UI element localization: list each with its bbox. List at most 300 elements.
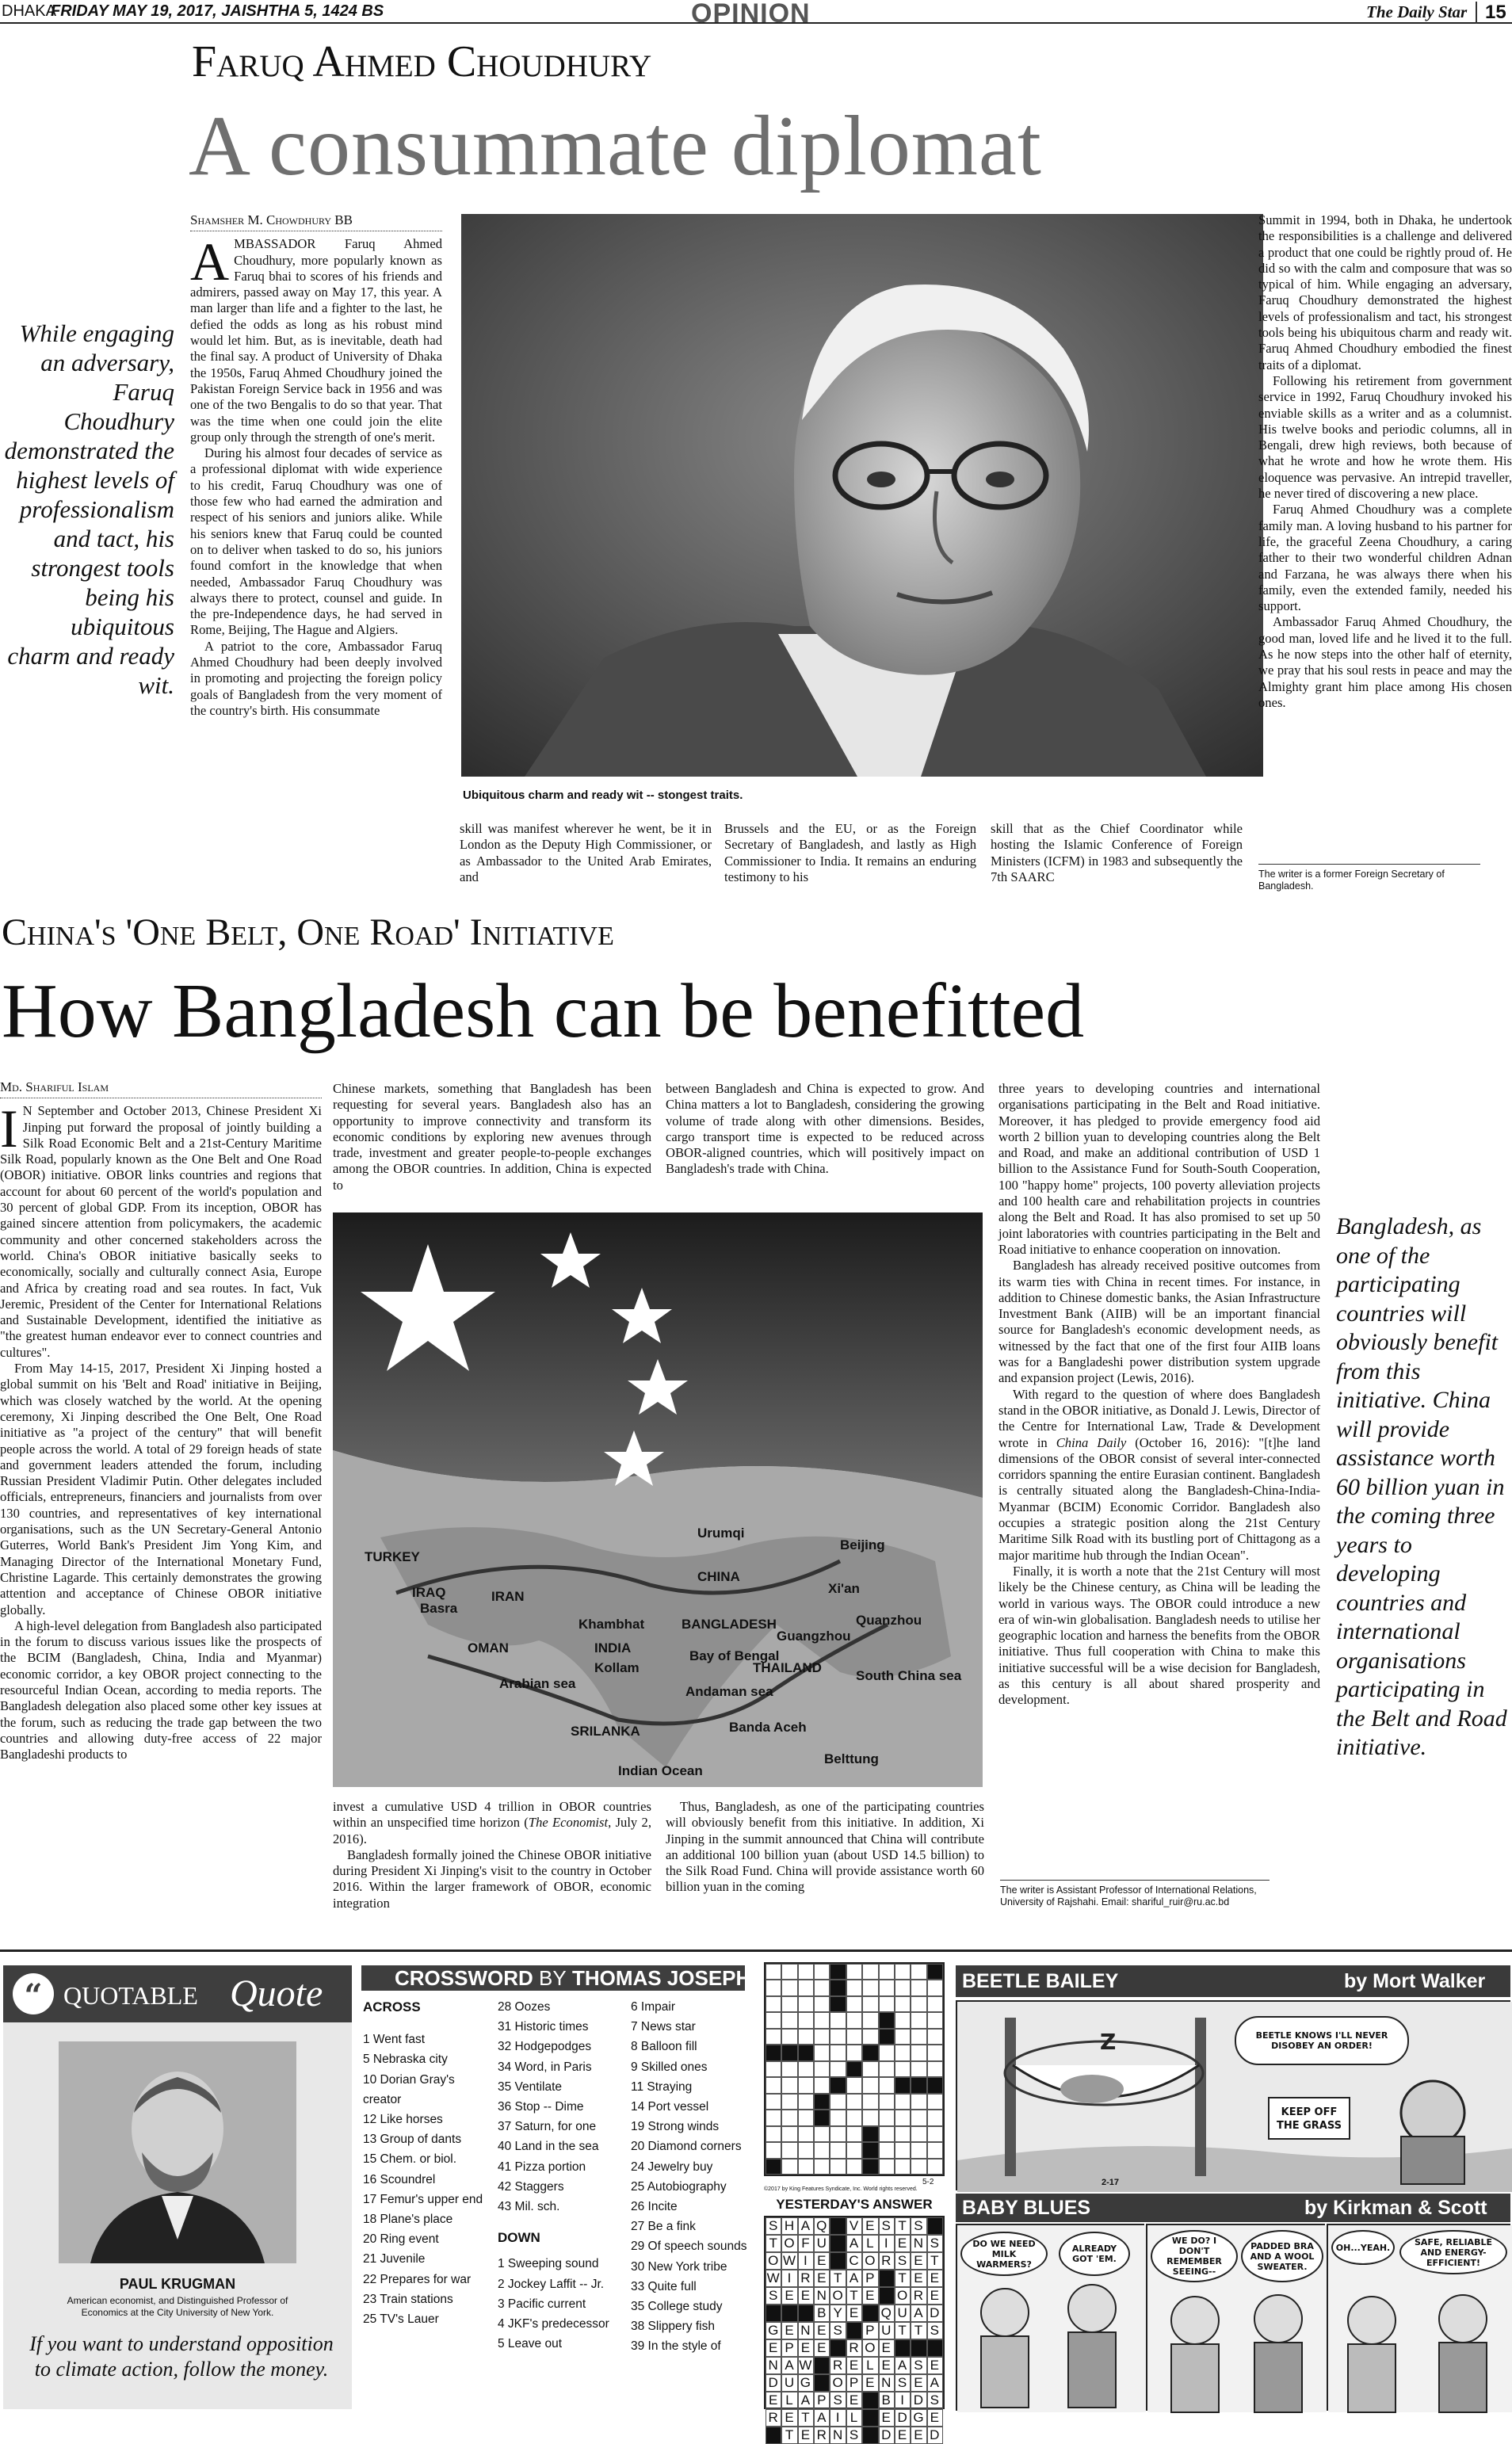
answer-cell: T [766,2235,781,2252]
answer-cell: F [798,2235,814,2252]
answer-cell: N [798,2322,814,2339]
article2-col1-p3: A high-level delegation from Bangladesh also participated in the forum to discuss various issues like the prospects of the BCIM (Bangladesh, China, India and Myanmar) economic corridor, a key OBOR project connecting to the resourceful Indian Ocean, according to media reports. The Bangladesh delegation also placed some other key issues at the forum, such as reducing the trade gap between the two countries and allowing duty-free access of 22 major Bangladeshi products to [0,1617,322,1762]
baby-bubble-1: DO WE NEED MILK WARMERS? [960,2232,1048,2276]
answer-cell: A [781,2357,797,2374]
grid-cell[interactable] [846,2012,862,2028]
grid-cell[interactable] [814,1964,830,1980]
answer-cell: E [879,2339,895,2357]
grid-cell[interactable] [814,2159,830,2175]
grid-cell[interactable] [879,2045,895,2060]
grid-cell[interactable] [781,2012,797,2028]
masthead [0,0,1512,29]
clue: 1 Sweeping sound [498,2257,599,2271]
grid-cell[interactable] [862,2012,878,2028]
answer-cell: D [879,2427,895,2444]
grid-copyright: ©2017 by King Features Syndicate, Inc. World rights reserved. [764,2186,918,2192]
answer-cell: O [862,2252,878,2270]
answer-cell: U [879,2322,895,2339]
grid-cell[interactable] [814,2126,830,2142]
across-clues-col1 [363,1997,490,2329]
crossword [361,1965,751,2409]
grid-cell[interactable] [781,2045,797,2060]
grid-cell[interactable] [846,2094,862,2110]
article2-col1 [0,1079,322,1918]
answer-cell: A [846,2270,862,2287]
grid-cell[interactable] [814,2045,830,2060]
grid-cell[interactable] [798,2094,814,2110]
answer-cell: I [781,2270,797,2287]
answer-cell: R [911,2287,926,2305]
grid-cell[interactable] [895,2061,911,2077]
grid-cell[interactable] [830,1980,846,1995]
clue: 4 JKF's predecessor [498,2317,609,2331]
answer-cell: S [879,2217,895,2235]
answer-cell: E [927,2270,943,2287]
grid-cell[interactable] [927,1980,943,1995]
answer-cell: U [814,2235,830,2252]
clue: 28 Oozes [498,2000,551,2014]
article1-col5-p4: Ambassador Faruq Ahmed Choudhury, the good man, loved life and he lived it to the full. As he now steps into the other half of eternity, we pray that his soul rests in peace and may the Almighty grant him place among His chosen ones. [1258,614,1512,710]
answer-grid [764,2216,945,2442]
map-label: South China sea [856,1668,962,1683]
grid-cell[interactable] [846,2045,862,2060]
grid-cell[interactable] [911,1964,926,1980]
grid-cell[interactable] [798,2142,814,2158]
grid-cell[interactable] [781,2110,797,2125]
answer-title: YESTERDAY'S ANSWER [776,2197,933,2212]
answer-cell: E [814,2252,830,2270]
grid-cell[interactable] [846,2110,862,2125]
answer-cell: L [781,2392,797,2409]
grid-cell[interactable] [766,1996,781,2012]
grid-cell[interactable] [911,2142,926,2158]
answer-cell: O [830,2287,846,2305]
article2-col3-bottom-p: Thus, Bangladesh, as one of the participating countries will obviously benefit from this initiative. In addition, Xi Jinping in the summit announced that China will contribute an additional 100 billion yuan (about USD 14.5 billion) to the Silk Road Fund. China will provide assistance worth 60 billion yuan in the coming [666,1799,984,1895]
clue: 18 Plane's place [363,2213,453,2227]
answer-cell [766,2427,781,2444]
answer-cell: A [798,2217,814,2235]
answer-cell: D [911,2392,926,2409]
baby-bubble-6: SAFE, RELIABLE AND ENERGY-EFFICIENT! [1399,2230,1507,2274]
grid-cell[interactable] [911,2029,926,2045]
answer-cell [911,2339,926,2357]
grid-cell[interactable] [781,2029,797,2045]
clue: 40 Land in the sea [498,2140,599,2154]
grid-cell[interactable] [766,2012,781,2028]
grid-cell[interactable] [846,2077,862,2093]
grid-cell[interactable] [781,1996,797,2012]
article1-col5 [1258,212,1512,856]
grid-cell[interactable] [846,2029,862,2045]
grid-cell[interactable] [814,2142,830,2158]
baby-panel-1 [956,2224,1144,2411]
baby-panel-3 [1327,2224,1510,2411]
grid-cell[interactable] [814,1980,830,1995]
answer-cell: T [895,2322,911,2339]
clue: 5 Leave out [498,2337,563,2351]
answer-cell: N [879,2374,895,2392]
grid-cell[interactable] [814,2077,830,2093]
grid-cell[interactable] [879,2029,895,2045]
answer-cell: N [766,2357,781,2374]
clue: 15 Chem. or biol. [363,2152,457,2167]
masthead-location: DHAKA [2,2,56,20]
grid-cell[interactable] [927,1964,943,1980]
article1-col4: skill that as the Chief Coordinator while hosting the Islamic Conference of Foreign Ministers (ICFM) in 1983 and subsequently the 7th SAARC [991,821,1243,884]
answer-cell [798,2305,814,2322]
grid-cell[interactable] [927,2142,943,2158]
grid-cell[interactable] [862,2061,878,2077]
grid-cell[interactable] [895,1996,911,2012]
answer-cell: N [814,2287,830,2305]
beetle-drawing [957,2002,1512,2192]
article2-byline: Md. Shariful Islam [0,1079,322,1098]
grid-cell[interactable] [798,2126,814,2142]
map-label: OMAN [468,1640,509,1655]
grid-cell[interactable] [879,2142,895,2158]
grid-cell[interactable] [927,1996,943,2012]
grid-cell[interactable] [814,2061,830,2077]
beetle-author: by Mort Walker [1344,1970,1486,1992]
grid-cell[interactable] [830,2159,846,2175]
clue: 2 Jockey Laffit -- Jr. [498,2277,605,2291]
baby-header [956,2194,1510,2222]
article1-col1-p3: A patriot to the core, Ambassador Faruq Ahmed Choudhury had been deeply involved in promoting and projecting the foreign policy goals of Bangladesh from the very moment of the country's birth. His consummate [190,638,442,718]
grid-cell[interactable] [879,2159,895,2175]
answer-cell: L [846,2409,862,2427]
map-label: Arabian sea [499,1676,576,1691]
answer-cell [830,2252,846,2270]
answer-cell: I [879,2235,895,2252]
grid-cell[interactable] [879,1996,895,2012]
grid-cell[interactable] [846,1980,862,1995]
answer-cell [766,2305,781,2322]
publication-name: China Daily [1056,1434,1127,1450]
answer-cell: T [895,2217,911,2235]
grid-cell[interactable] [895,1964,911,1980]
grid-cell[interactable] [814,2110,830,2125]
grid-cell[interactable] [846,1996,862,2012]
grid-cell[interactable] [798,2110,814,2125]
grid-cell[interactable] [846,2159,862,2175]
grid-cell[interactable] [846,2126,862,2142]
grid-cell[interactable] [927,2012,943,2028]
answer-cell: S [766,2287,781,2305]
grid-cell[interactable] [846,2142,862,2158]
answer-cell: A [895,2357,911,2374]
answer-cell: S [927,2322,943,2339]
grid-cell[interactable] [862,2077,878,2093]
article1-col1 [190,212,442,895]
clue: 13 Group of dants [363,2133,462,2147]
answer-cell: H [781,2217,797,2235]
grid-cell[interactable] [830,2061,846,2077]
answer-cell: V [846,2217,862,2235]
grid-cell[interactable] [781,2159,797,2175]
grid-cell[interactable] [879,2077,895,2093]
clue: 25 TV's Lauer [363,2312,439,2327]
grid-cell[interactable] [766,2061,781,2077]
grid-cell[interactable] [781,2142,797,2158]
grid-cell[interactable] [862,2126,878,2142]
grid-cell[interactable] [879,1964,895,1980]
answer-cell: E [911,2427,926,2444]
clue: 10 Dorian Gray's creator [363,2072,455,2106]
grid-cell[interactable] [911,2110,926,2125]
clue: 20 Ring event [363,2232,439,2247]
answer-cell: E [895,2427,911,2444]
grid-cell[interactable] [798,2045,814,2060]
grid-cell[interactable] [895,2142,911,2158]
article2-author-note: The writer is Assistant Professor of International Relations, University of Rajshahi. Email: shariful_ruir@ru.ac.bd [1000,1880,1270,1908]
grid-cell[interactable] [766,2094,781,2110]
grid-cell[interactable] [862,2142,878,2158]
grid-cell[interactable] [895,2029,911,2045]
clue: 35 College study [631,2300,723,2314]
article1-col3: Brussels and the EU, or as the Foreign Secretary of Bangladesh, and lastly as High Commissioner to India. It remains an enduring testimony to his [724,821,976,884]
grid-cell[interactable] [862,1964,878,1980]
quote-brand-plain: QUOTABLE [63,1981,198,2010]
grid-cell[interactable] [927,2061,943,2077]
grid-cell[interactable] [879,2094,895,2110]
article1-author-note: The writer is a former Foreign Secretary of Bangladesh. [1258,864,1480,892]
answer-cell: E [798,2427,814,2444]
beetle-panel [956,2000,1510,2190]
grid-cell[interactable] [830,2012,846,2028]
map-label: Bay of Bengal [689,1648,780,1663]
answer-cell: U [781,2374,797,2392]
answer-cell: Y [830,2305,846,2322]
grid-cell[interactable] [862,2045,878,2060]
baby-author: by Kirkman & Scott [1304,2197,1487,2219]
answer-cell: E [781,2322,797,2339]
baby-panel-2 [1146,2224,1325,2411]
clue: 1 Went fast [363,2033,426,2047]
grid-cell[interactable] [911,1980,926,1995]
grid-cell[interactable] [766,2110,781,2125]
grid-cell[interactable] [814,2012,830,2028]
grid-cell[interactable] [830,1964,846,1980]
grid-cell[interactable] [911,2126,926,2142]
clue: 33 Quite full [631,2279,697,2293]
answer-cell: O [766,2252,781,2270]
grid-cell[interactable] [766,1964,781,1980]
grid-cell[interactable] [879,2126,895,2142]
grid-cell[interactable] [846,2061,862,2077]
answer-cell: Q [879,2305,895,2322]
grid-cell[interactable] [911,2012,926,2028]
clue: 39 In the style of [631,2339,721,2354]
grid-cell[interactable] [781,2077,797,2093]
grid-cell[interactable] [830,2045,846,2060]
grid-cell[interactable] [927,2029,943,2045]
answer-cell [862,2305,878,2322]
answer-cell [862,2427,878,2444]
grid-cell[interactable] [830,2110,846,2125]
answer-cell: T [846,2287,862,2305]
answer-cell: E [781,2287,797,2305]
answer-cell: W [766,2270,781,2286]
clue: 27 Be a fink [631,2220,696,2234]
grid-cell[interactable] [879,1980,895,1995]
grid-cell[interactable] [798,1996,814,2012]
answer-cell: E [927,2409,943,2427]
answer-cell [927,2217,943,2235]
article2-pullquote: Bangladesh, as one of the participating countries will obviously benefit from this initiative. China will provide assistance worth 60 billion yuan in the coming three years to developing countries and international organisations participating in the Belt and Road initiative. [1336,1213,1507,1760]
grid-cell[interactable] [911,1996,926,2012]
answer-cell: D [927,2427,943,2444]
grid-cell[interactable] [830,2142,846,2158]
grid-cell[interactable] [911,2061,926,2077]
grid-cell[interactable] [781,2094,797,2110]
quote-text: If you want to understand opposition to climate action, follow the money. [29,2332,334,2381]
grid-cell[interactable] [814,2029,830,2045]
map-label: Basra [420,1601,458,1616]
grid-cell[interactable] [895,2012,911,2028]
grid-cell[interactable] [766,2029,781,2045]
grid-cell[interactable] [862,1996,878,2012]
grid-cell[interactable] [766,2045,781,2060]
article1-col5-p3: Faruq Ahmed Choudhury was a complete family man. A loving husband to his partner for life, the graceful Zeena Choudhury, a caring father to their two wonderful children Adnan and Farzana, he was always there when his family, even the extended family, needed his support. [1258,502,1512,614]
answer-cell: E [911,2252,926,2270]
grid-cell[interactable] [766,2159,781,2175]
map-label: IRAQ [412,1585,446,1600]
grid-cell[interactable] [798,2077,814,2093]
grid-cell[interactable] [814,2094,830,2110]
answer-cell: S [830,2392,846,2409]
grid-cell[interactable] [830,2029,846,2045]
map-label: Urumqi [697,1526,745,1541]
krugman-portrait [59,2041,296,2263]
baby-bubble-3: WE DO? I DON'T REMEMBER SEEING-- [1151,2230,1238,2282]
grid-cell[interactable] [862,2110,878,2125]
article1-col1-p2: During his almost four decades of service as a professional diplomat with wide experience to his credit, Faruq Choudhury was one of those few who had earned the admiration and respect of his seniors and juniors alike. While his seniors knew that Faruq could be counted on to deliver when tasked to do so, his juniors found comfort in the knowledge that when needed, Ambassador Faruq Choudhury was always there to protect, counsel and guide. In the pre-Independence days, he had served in Rome, Beijing, The Hague and Algiers. [190,445,442,638]
answer-cell [830,2235,846,2252]
grid-cell[interactable] [895,1980,911,1995]
grid-cell[interactable] [862,2159,878,2175]
grid-cell[interactable] [879,2061,895,2077]
grid-cell[interactable] [927,2077,943,2093]
grid-cell[interactable] [830,2126,846,2142]
grid-cell[interactable] [862,2029,878,2045]
answer-cell: W [783,2253,797,2268]
grid-cell[interactable] [830,2077,846,2093]
grid-cell[interactable] [927,2094,943,2110]
answer-cell: L [862,2357,878,2374]
grid-cell[interactable] [895,2077,911,2093]
answer-cell: S [927,2235,943,2252]
grid-cell[interactable] [798,1964,814,1980]
map-label: Beijing [840,1537,885,1552]
answer-cell: O [895,2287,911,2305]
answer-cell: R [879,2252,895,2270]
answer-cell: E [862,2217,878,2235]
grid-cell[interactable] [766,1980,781,1995]
grid-cell[interactable] [781,1980,797,1995]
answer-cell: S [911,2357,926,2374]
grid-cell[interactable] [781,2061,797,2077]
grid-cell[interactable] [911,2077,926,2093]
grid-cell[interactable] [830,1996,846,2012]
grid-cell[interactable] [814,1996,830,2012]
answer-cell: O [781,2235,797,2252]
grid-cell[interactable] [911,2045,926,2060]
map-label: Guangzhou [777,1629,851,1644]
grid-cell[interactable] [830,2094,846,2110]
answer-cell: S [895,2252,911,2270]
grid-cell[interactable] [862,2094,878,2110]
page-number: 15 [1476,2,1506,24]
grid-cell[interactable] [798,2012,814,2028]
grid-cell[interactable] [911,2159,926,2175]
grid-cell[interactable] [781,1964,797,1980]
grid-cell[interactable] [862,1980,878,1995]
grid-cell[interactable] [798,1980,814,1995]
clue: 5 Nebraska city [363,2053,448,2067]
answer-cell: S [927,2392,943,2409]
answer-cell: E [895,2235,911,2252]
baby-bubble-4: PADDED BRA AND A WOOL SWEATER. [1241,2230,1323,2282]
answer-cell: R [814,2427,830,2444]
quote-bubble-icon: “ [13,1973,54,2014]
text-fragment: With regard to the question of where does Bangladesh stand in the OBOR initiative, as Donald J. Lewis, Director of the Centre for International Law, Trade & Development wrote in [998,1386,1321,1450]
grid-cell[interactable] [927,2159,943,2175]
grid-cell[interactable] [911,2094,926,2110]
map-label: BANGLADESH [682,1617,777,1632]
clue: 20 Diamond corners [631,2140,742,2154]
grid-cell[interactable] [766,2077,781,2093]
grid-cell[interactable] [879,2110,895,2125]
obor-map [333,1212,983,1787]
grid-cell[interactable] [879,2012,895,2028]
clue: 36 Stop -- Dime [498,2100,584,2114]
grid-cell[interactable] [846,1964,862,1980]
clue: 43 Mil. sch. [498,2200,560,2214]
grid-cell[interactable] [895,2110,911,2125]
article1-col5-p1: Summit in 1994, both in Dhaka, he undertook the responsibilities is a challenge and delivered a product that one could be rightly proud of. He did so with the calm and composure that was so typical of him. While engaging an adversary, Faruq Choudhury demonstrated the highest levels of professionalism and tact, his strongest tools being his ubiquitous charm and ready wit. Faruq Ahmed Choudhury embodied the finest traits of a diplomat. [1258,212,1512,372]
quote-author-title: American economist, and Distinguished Professor of Economics at the City University of New York. [67,2295,288,2318]
answer-cell: A [798,2392,814,2409]
article2-col4-p2: Bangladesh has already received positive outcomes from its warm ties with China in recent times. For instance, in addition to Chinese domestic banks, the Asian Infrastructure Investment Bank (AIIB) will be an important financial source for Bangladesh's economic development needs, as witnessed by the fact that one of the first four AIIB loans was for a Bangladeshi power distribution system upgrade and expansion project (Lewis, 2016). [998,1258,1320,1386]
grid-cell[interactable] [895,2094,911,2110]
grid-cell[interactable] [798,2061,814,2077]
grid-cell[interactable] [895,2159,911,2175]
grid-cell[interactable] [927,2110,943,2125]
krugman-photo [59,2041,296,2263]
answer-cell: E [862,2287,878,2305]
grid-cell[interactable] [781,2126,797,2142]
answer-cell: S [766,2217,781,2235]
answer-cell [781,2305,797,2322]
across-clues-col2 [498,1997,609,2354]
grid-cell[interactable] [895,2126,911,2142]
article2-col2-bottom-p1 [333,1799,651,1847]
answer-cell: A [846,2235,862,2252]
grid-cell[interactable] [766,2126,781,2142]
grid-cell[interactable] [927,2045,943,2060]
grid-cell[interactable] [895,2045,911,2060]
clue: 16 Scoundrel [363,2172,436,2186]
answer-cell: T [927,2252,943,2270]
grid-cell[interactable] [766,2142,781,2158]
answer-cell: O [862,2339,878,2357]
clue: 42 Staggers [498,2179,564,2194]
grid-cell[interactable] [798,2029,814,2045]
answer-cell: R [766,2409,781,2427]
article1-pullquote: While engaging an adversary, Faruq Choudhury demonstrated the highest levels of professionalism and tact, his strongest tools being his ubiquitous charm and ready wit. [4,319,174,699]
grid-cell[interactable] [798,2159,814,2175]
grid-cell[interactable] [927,2126,943,2142]
